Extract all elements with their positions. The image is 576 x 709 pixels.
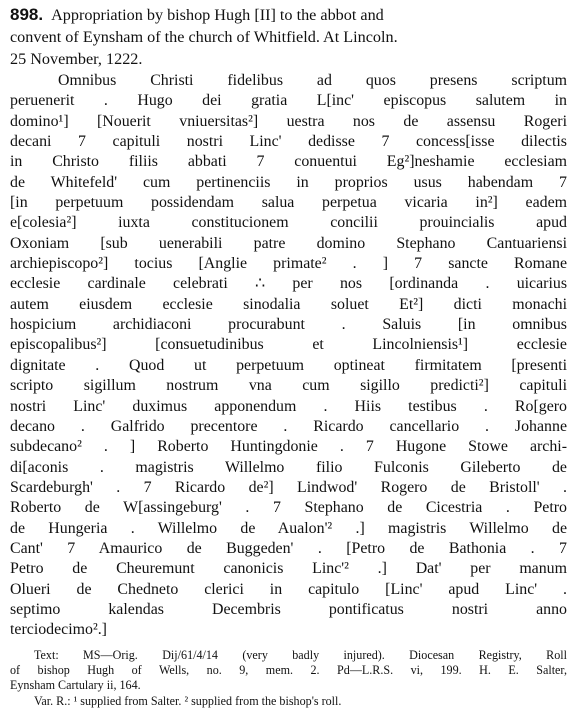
charter-line: Roberto de W[assingeburg' . 7 Stephano de Cicestria . Petro [10, 499, 567, 517]
charter-line: scripto sigillum nostrum vna cum sigillo predicti²] capituli [10, 377, 567, 395]
apparatus-text-line: of bishop Hugh of Wells, no. 9, mem. 2. Pd—L.R.S. vi, 199. H. E. Salter, [10, 662, 567, 677]
charter-line: peruenerit . Hugo dei gratia L[inc' episcopus salutem in [10, 92, 567, 110]
apparatus-text-line: Eynsham Cartulary ii, 164. [10, 678, 141, 693]
apparatus-text-line: Text: MS—Orig. Dij/61/4/14 (very badly injured). Diocesan Registry, Roll [34, 647, 567, 662]
charter-line: terciodecimo².] [10, 621, 107, 639]
charter-line: nostri Linc' duximus apponendum . Hiis testibus . Ro[gero [10, 397, 567, 415]
charter-line: autem eiusdem ecclesie sinodalia soluet Et²] dicti monachi [10, 295, 567, 313]
charter-number: 898. [10, 5, 44, 24]
charter-title-line-1: Appropriation by bishop Hugh [II] to the abbot and [51, 6, 384, 24]
charter-line: Omnibus Christi fidelibus ad quos presens scriptum [58, 72, 567, 89]
charter-line: in Christo filiis abbati 7 conuentui Eg²]neshamie ecclesiam [10, 153, 567, 171]
charter-line: di[aconis . magistris Willelmo filio Fulconis Gileberto de [10, 458, 567, 476]
variant-note-salter: ¹ supplied from Salter. [73, 694, 182, 709]
charter-line: archiepiscopo²] tocius [Anglie primate² . ] 7 sancte Romane [10, 255, 567, 273]
charter-line: Oxoniam [sub uenerabili patre domino Stephano Cantuariensi [10, 234, 567, 252]
charter-line: episcopalibus²] [consuetudinibus et Lincolniensis¹] ecclesie [10, 336, 567, 354]
charter-text [10, 71, 567, 641]
variant-readings [10, 694, 567, 709]
charter-line: decano . Galfrido precentore . Ricardo cancellario . Johanne [10, 417, 567, 435]
charter-line: domino¹] [Nouerit vniuersitas²] uestra nos de assensu Rogeri [10, 112, 567, 130]
charter-line: septimo kalendas Decembris pontificatus nostri anno [10, 600, 567, 618]
charter-line: decani 7 capituli nostri Linc' dedisse 7 concess[isse dilectis [10, 133, 567, 151]
charter-line: subdecano² . ] Roberto Huntingdonie . 7 Hugone Stowe archi- [10, 438, 567, 456]
charter-line: de Hungeria . Willelmo de Aualon'² .] magistris Willelmo de [10, 519, 567, 537]
charter-line: Scardeburgh' . 7 Ricardo de²] Lindwod' Rogero de Bristoll' . [10, 478, 567, 496]
variant-note-roll: ² supplied from the bishop's roll. [184, 694, 342, 709]
charter-date-place: 25 November, 1222. [10, 50, 143, 68]
charter-line: Olueri de Chedneto clerici in capitulo [Linc' apud Linc' . [10, 580, 567, 598]
charter-line: e[colesia²] iuxta constitucionem concilii prouincialis apud [10, 214, 567, 232]
charter-line: Petro de Cheuremunt canonicis Linc'² .] Dat' per manum [10, 560, 567, 578]
variant-readings-label: Var. R.: [34, 694, 71, 709]
charter-line: hospicium archidiaconi procurabunt . Saluis [in omnibus [10, 316, 567, 334]
charter-line: [in perpetuum possidendam salua perpetua vicaria in²] eadem [10, 194, 567, 212]
charter-heading [10, 4, 567, 70]
charter-line: de Whitefeld' cum pertinenciis in proprios usus habendam 7 [10, 173, 567, 191]
charter-line: ecclesie cardinale celebrati ∴ per nos [ordinanda . uicarius [10, 275, 567, 293]
critical-apparatus [10, 648, 567, 709]
charter-line: Cant' 7 Amaurico de Buggeden' . [Petro de Bathonia . 7 [10, 539, 567, 557]
charter-line: dignitate . Quod ut perpetuum optineat firmitatem [presenti [10, 356, 567, 374]
charter-title-line-2: convent of Eynsham of the church of Whitfield. At Lincoln. [10, 28, 398, 46]
